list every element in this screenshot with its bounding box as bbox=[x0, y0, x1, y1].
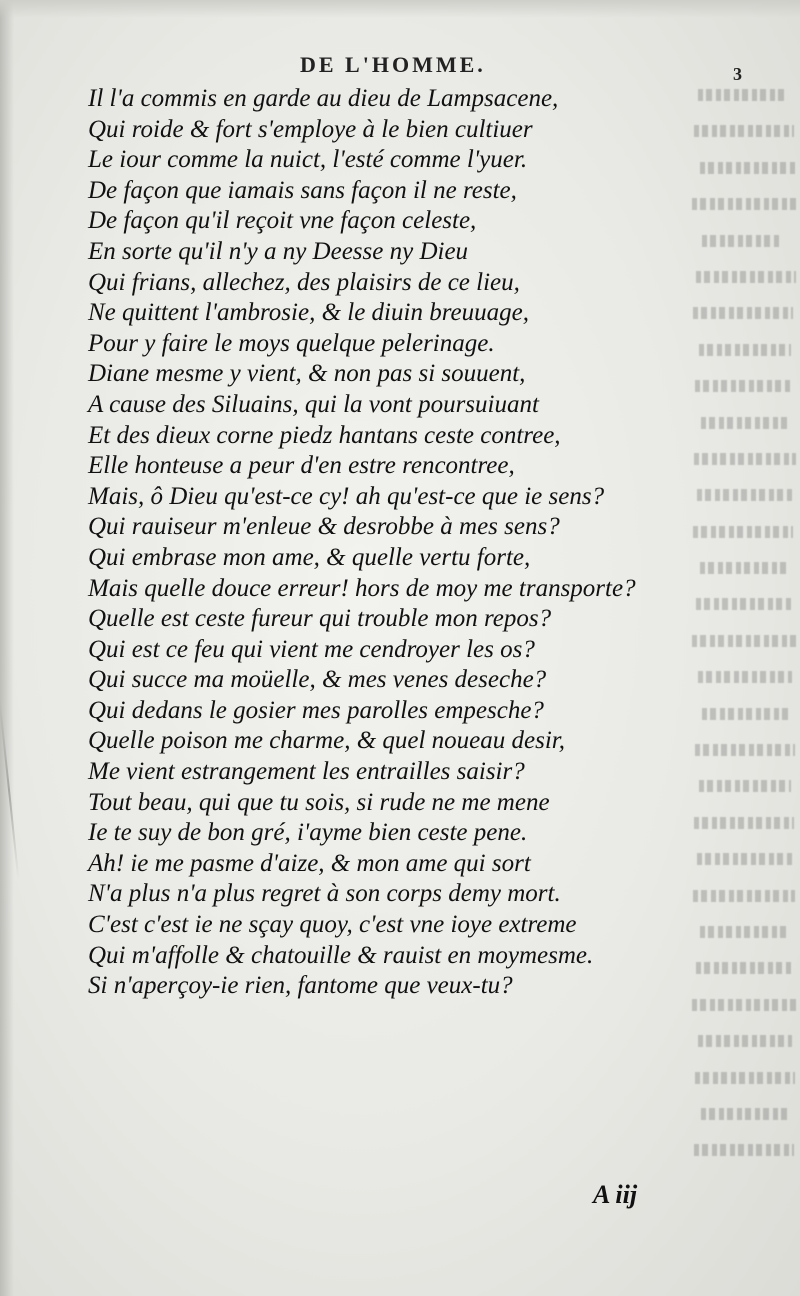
verse-line: Quelle est ceste fureur qui trouble mon repos? bbox=[88, 605, 552, 633]
poem-text bbox=[88, 84, 708, 1002]
verse-line: Qui frians, allechez, des plaisirs de ce lieu, bbox=[88, 268, 520, 296]
verse-line: Ne quittent l'ambrosie, & le diuin breuuage, bbox=[88, 299, 529, 327]
verse-line: De façon que iamais sans façon il ne reste, bbox=[88, 176, 517, 204]
running-title: DE L'HOMME. bbox=[300, 52, 486, 77]
verse-line: Si n'aperçoy-ie rien, fantome que veux-tu? bbox=[88, 972, 513, 1000]
page-left-shadow bbox=[0, 0, 14, 1296]
verse-line: Qui dedans le gosier mes parolles empesche? bbox=[88, 696, 544, 724]
verse-line: Qui embrase mon ame, & quelle vertu forte, bbox=[88, 543, 531, 571]
verse-line: Pour y faire le moys quelque pelerinage. bbox=[88, 329, 495, 357]
verse-line: Il l'a commis en garde au dieu de Lampsacene, bbox=[88, 85, 559, 112]
verse-line: Ah! ie me pasme d'aize, & mon ame qui sort bbox=[88, 849, 531, 877]
verse-line: Qui m'affolle & chatouille & rauist en moymesme. bbox=[88, 941, 594, 969]
verse-line: A cause des Siluains, qui la vont poursuiuant bbox=[88, 390, 539, 418]
verse-line: Et des dieux corne piedz hantans ceste contree, bbox=[88, 421, 561, 449]
verse-line: C'est c'est ie ne sçay quoy, c'est vne ioye extreme bbox=[88, 911, 577, 939]
verse-line: Elle honteuse a peur d'en estre rencontree, bbox=[88, 452, 515, 480]
verse-line: Me vient estrangement les entrailles saisir? bbox=[88, 758, 525, 786]
page-top-shadow bbox=[0, 0, 800, 18]
verse-line: Diane mesme y vient, & non pas si souuent, bbox=[88, 360, 526, 388]
verse-line: Ie te suy de bon gré, i'ayme bien ceste pene. bbox=[88, 819, 528, 847]
verse-line: De façon qu'il reçoit vne façon celeste, bbox=[88, 207, 477, 235]
verse-line: N'a plus n'a plus regret à son corps demy mort. bbox=[88, 880, 561, 908]
page-number: 3 bbox=[733, 64, 742, 84]
verse-line: Qui succe ma moüelle, & mes venes deseche? bbox=[88, 666, 547, 694]
verse-line: Quelle poison me charme, & quel noueau desir, bbox=[88, 727, 566, 755]
verse-line: Mais quelle douce erreur! hors de moy me transporte? bbox=[88, 574, 636, 602]
verse-line: Le iour comme la nuict, l'esté comme l'yuer. bbox=[88, 146, 528, 174]
verse-line: Qui est ce feu qui vient me cendroyer les os? bbox=[88, 635, 535, 663]
verse-line: En sorte qu'il n'y a ny Deesse ny Dieu bbox=[88, 237, 469, 265]
verse-line: Qui roide & fort s'employe à le bien cultiuer bbox=[88, 115, 533, 143]
signature-mark: A iij bbox=[593, 1180, 638, 1209]
verse-line: Tout beau, qui que tu sois, si rude ne me mene bbox=[88, 788, 550, 816]
verse-line: Mais, ô Dieu qu'est-ce cy! ah qu'est-ce que ie sens? bbox=[88, 482, 605, 510]
verse-line: Qui rauiseur m'enleue & desrobbe à mes sens? bbox=[88, 513, 560, 541]
